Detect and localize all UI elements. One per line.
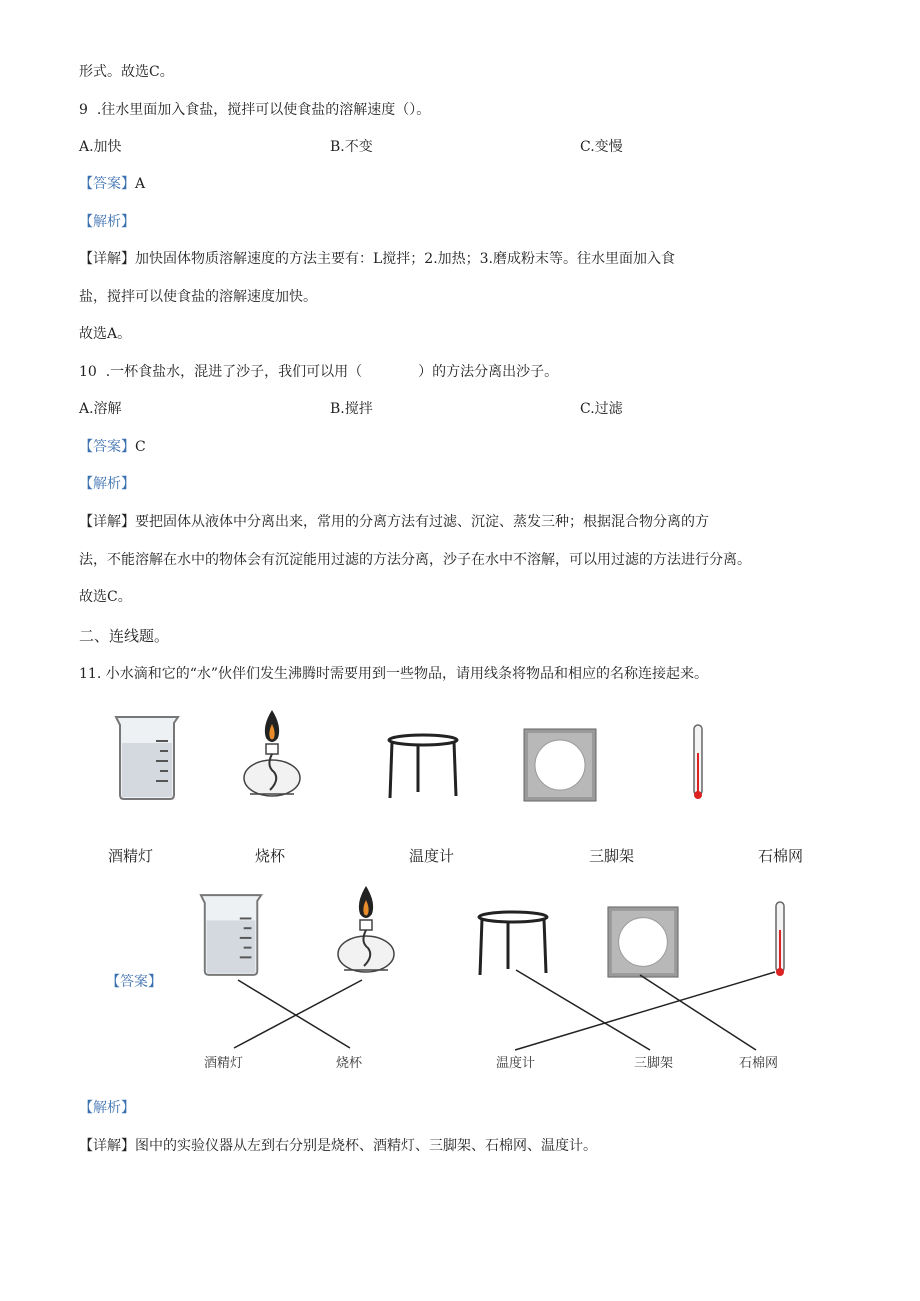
connection-beaker-to-beaker-label (238, 980, 350, 1048)
q9-detail-line2: 盐，搅拌可以使食盐的溶解速度加快。 (79, 289, 317, 305)
q9-detail-text1: 加快固体物质溶解速度的方法主要有：L搅拌；2.加热；3.磨成粉末等。往水里面加入食 (135, 251, 676, 267)
q10-detail-tag: 【详解】 (79, 514, 135, 530)
section2-heading: 二、连线题。 (79, 627, 170, 645)
answer-label-alcohol-lamp: 酒精灯 (204, 1056, 244, 1071)
q9-option-c: C.变慢 (580, 139, 623, 155)
q11-stem: 11. 小水滴和它的“水”伙伴们发生沸腾时需要用到一些物品，请用线条将物品和相应的名称连接起来。 (79, 666, 709, 682)
q9-option-a: A.加快 (79, 139, 122, 155)
q10-conclusion: 故选C。 (79, 589, 132, 605)
answer-label-beaker: 烧杯 (336, 1056, 363, 1071)
q9-option-b: B.不变 (330, 139, 373, 155)
q10-analysis-tag: 【解析】 (79, 476, 135, 492)
name-label-beaker: 烧杯 (255, 847, 286, 865)
q11-detail-text: 图中的实验仪器从左到右分别是烧杯、酒精灯、三脚架、石棉网、温度计。 (135, 1138, 597, 1154)
answer-label-thermometer: 温度计 (496, 1056, 536, 1071)
name-label-asbestos-gauze: 石棉网 (758, 847, 804, 865)
connection-gauze-to-gauze-label (640, 975, 756, 1050)
q10-answer-tag: 【答案】 (79, 439, 135, 455)
answer-label-asbestos-gauze: 石棉网 (739, 1056, 779, 1071)
answer-label-tripod: 三脚架 (634, 1056, 674, 1071)
q11-detail-line (79, 1136, 597, 1156)
q10-detail-text1: 要把固体从液体中分离出来，常用的分离方法有过滤、沉淀、蒸发三种；根据混合物分离的方 (135, 514, 709, 530)
q10-option-c: C.过滤 (580, 401, 623, 417)
q10-number: 10 (79, 364, 97, 380)
q9-analysis-tag: 【解析】 (79, 214, 135, 230)
q10-answer-value: C (135, 439, 146, 455)
connection-tripod-to-tripod-label (516, 970, 650, 1050)
q9-number: 9 (79, 102, 88, 118)
name-label-thermometer: 温度计 (409, 847, 455, 865)
q9-answer-value: A (135, 176, 146, 192)
q10-option-a: A.溶解 (79, 401, 122, 417)
q9-conclusion: 故选A。 (79, 326, 132, 342)
q9-answer-tag: 【答案】 (79, 176, 135, 192)
q10-option-b: B.搅拌 (330, 401, 373, 417)
name-label-alcohol-lamp: 酒精灯 (108, 847, 154, 865)
connection-thermometer-to-thermometer-label (515, 972, 775, 1050)
q11-answer-tag: 【答案】 (106, 974, 162, 990)
connection-lamp-to-lamp-label (234, 980, 362, 1048)
intro-line: 形式。故选C。 (79, 64, 174, 80)
q9-stem-text: .往水里面加入食盐，搅拌可以使食盐的溶解速度（）。 (96, 102, 431, 118)
q9-detail-tag: 【详解】 (79, 251, 135, 267)
q10-detail-line2: 法，不能溶解在水中的物体会有沉淀能用过滤的方法分离，沙子在水中不溶解，可以用过滤的方法进行分离。 (79, 552, 751, 568)
q11-analysis-tag: 【解析】 (79, 1100, 135, 1116)
name-label-tripod: 三脚架 (589, 847, 635, 865)
q10-stem-text: .一杯食盐水，混进了沙子，我们可以用（ ）的方法分离出沙子。 (105, 364, 559, 380)
q11-detail-tag: 【详解】 (79, 1138, 135, 1154)
